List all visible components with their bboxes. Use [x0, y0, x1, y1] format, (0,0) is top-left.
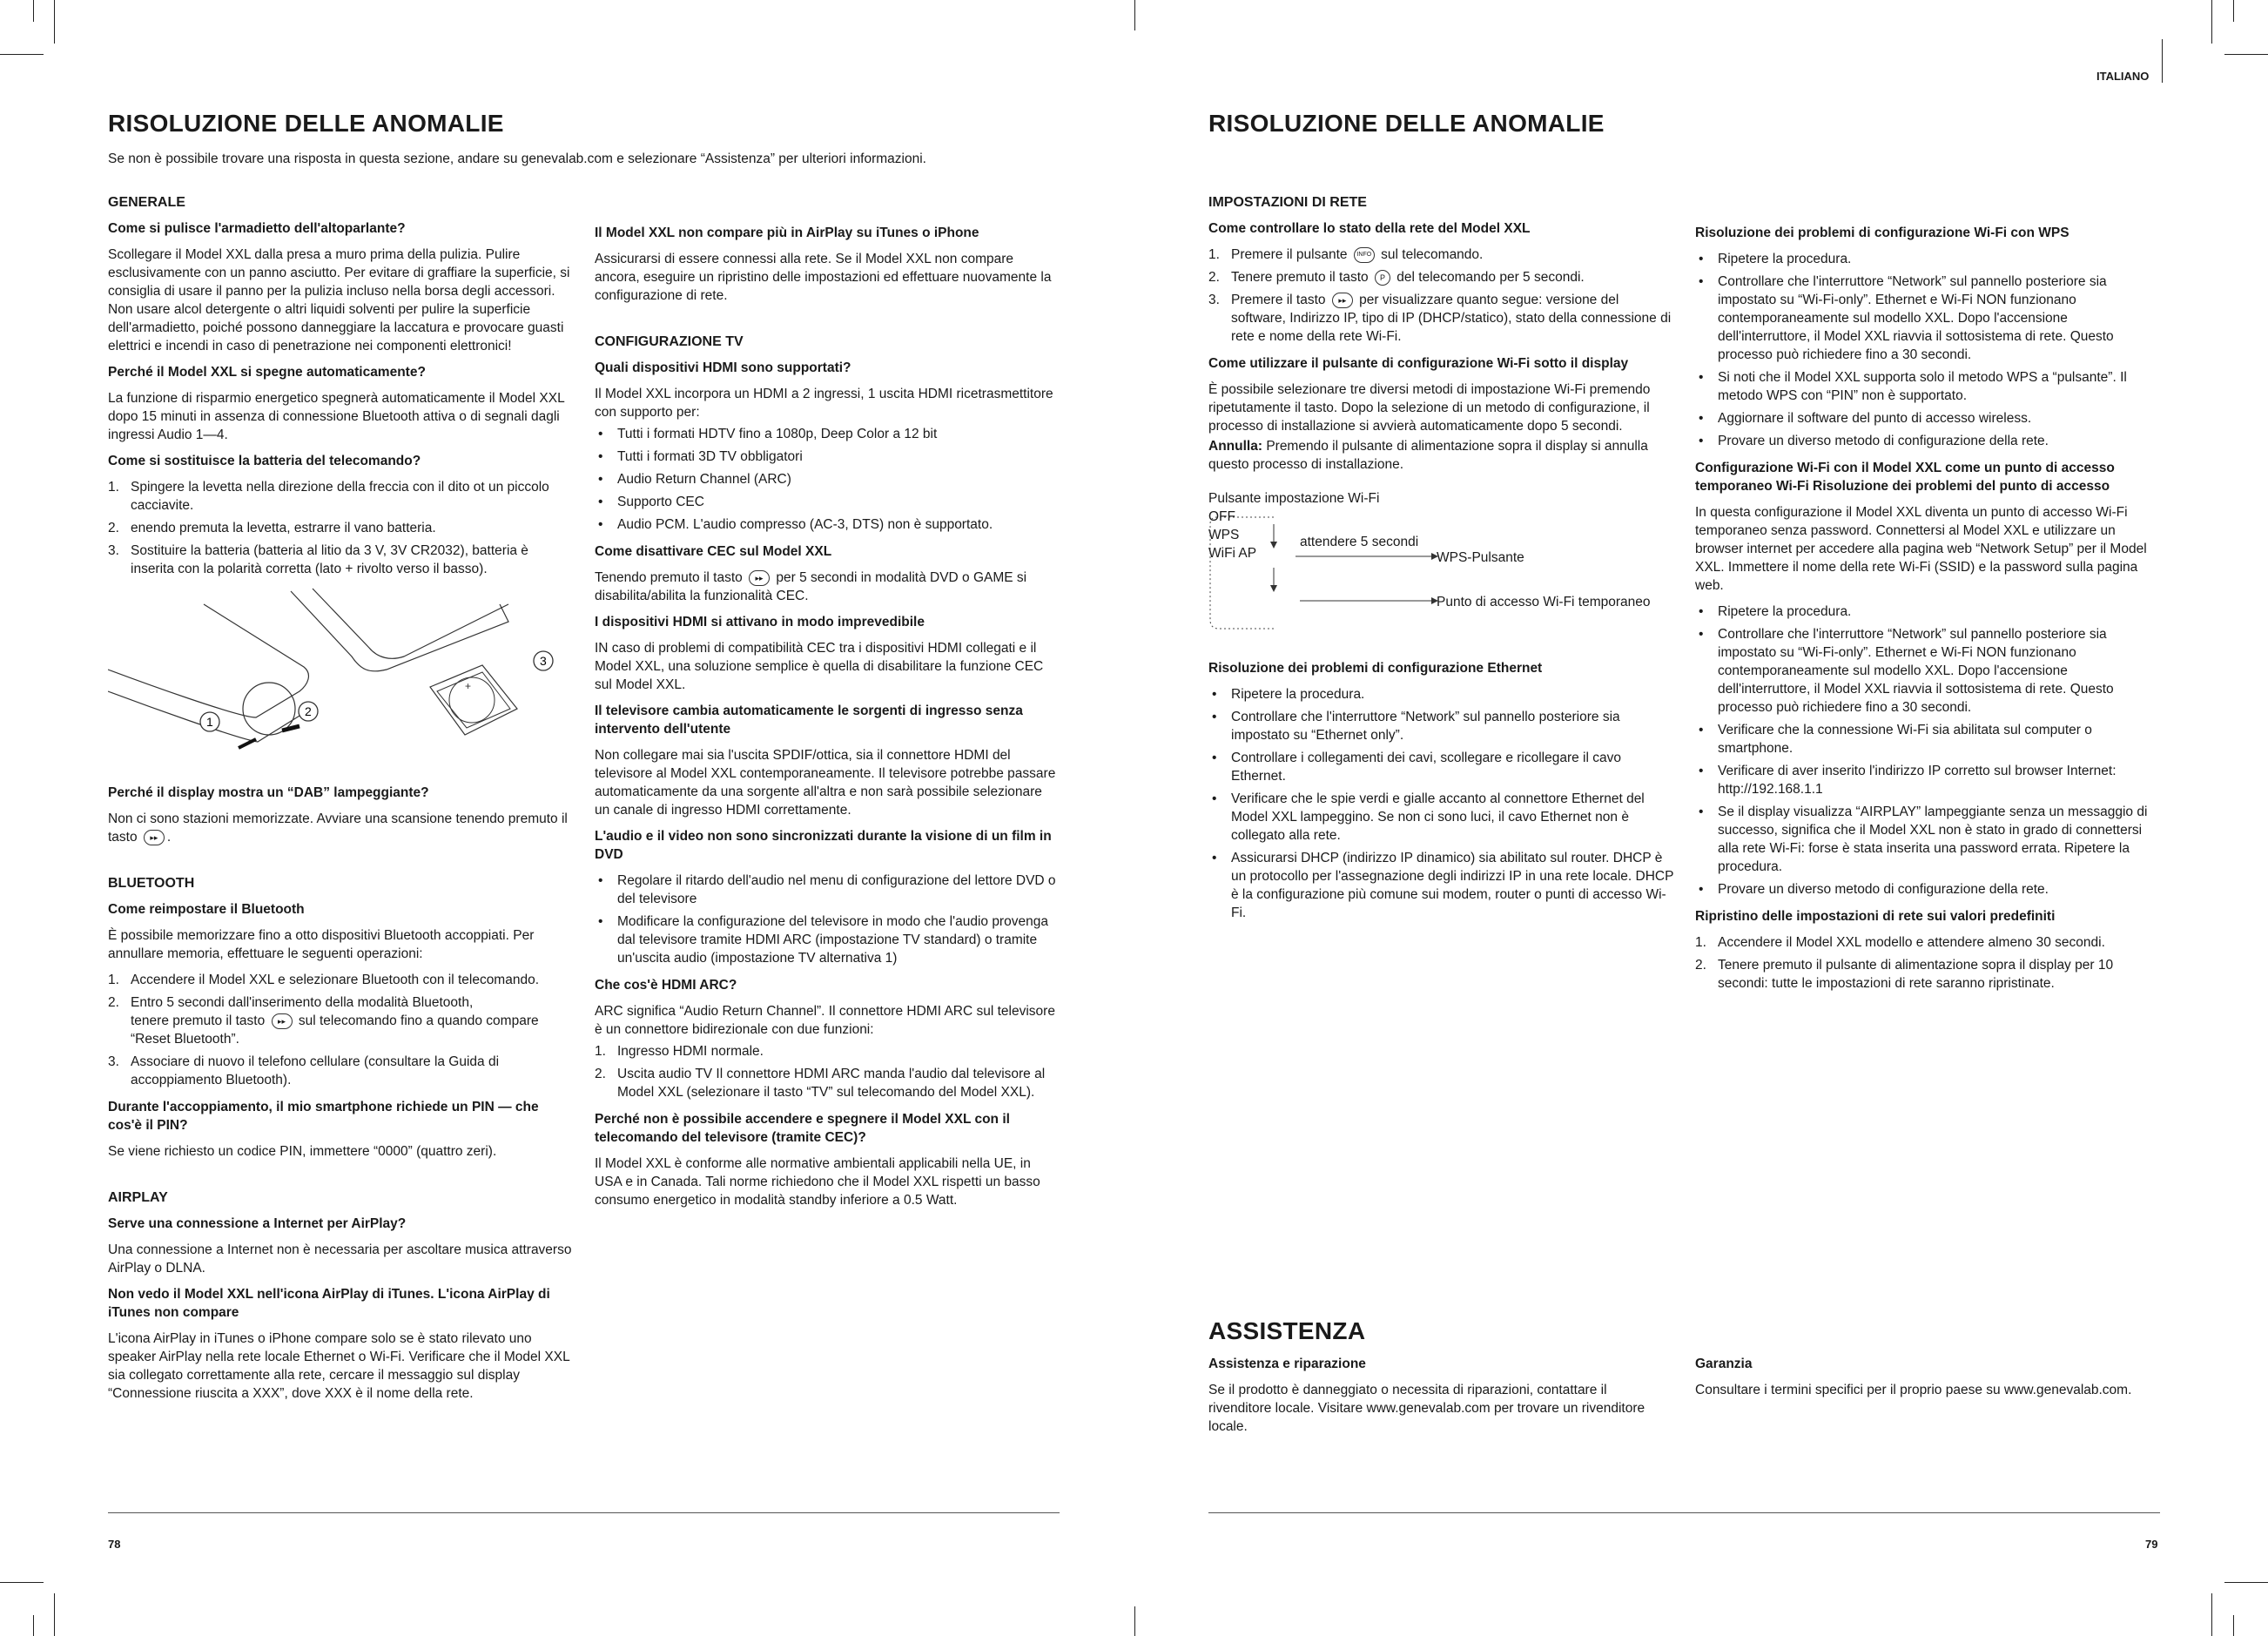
list-item: • Aggiornare il software del punto di accesso wireless. — [1695, 409, 2161, 428]
list-item: • Se il display visualizza “AIRPLAY” lampeggiante senza un messaggio di successo, significa che il Model XXL non è stato in grado di connettersi alla rete Wi-Fi: forse è stata inserita una password errata. Ripetere la procedura. — [1695, 803, 2161, 876]
question: Perché il Model XXL si spegne automaticamente? — [108, 365, 426, 380]
column-4 — [1695, 224, 2161, 1001]
list-item: 2. Tenere premuto il tasto P del telecomando per 5 secondi. — [1208, 270, 1585, 285]
question: Risoluzione dei problemi di configurazione Ethernet — [1208, 661, 1543, 676]
list-item: 2. Uscita audio TV Il connettore HDMI ARC manda l'audio dal televisore al Model XXL (selezionare il tasto “TV” sul telecomando del Model XXL). — [595, 1067, 1046, 1100]
crop-mark — [54, 1593, 55, 1636]
list-item: 2. enendo premuta la levetta, estrarre il vano batteria. — [108, 521, 436, 535]
question: Come controllare lo stato della rete del Model XXL — [1208, 221, 1531, 236]
list-item: • Verificare che le spie verdi e gialle accanto al connettore Ethernet del Model XXL lampeggino. Se non ci sono luci, il cavo Ethernet non è collegato alla rete. — [1208, 790, 1674, 845]
answer: Una connessione a Internet non è necessaria per ascoltare musica attraverso AirPlay o DLNA. — [108, 1242, 572, 1276]
list-item: 3. Associare di nuovo il telefono cellulare (consultare la Guida di accoppiamento Bluetooth). — [108, 1054, 500, 1087]
answer: Consultare i termini specifici per il proprio paese su www.genevalab.com. — [1695, 1383, 2132, 1397]
list-item: • Supporto CEC — [595, 493, 1058, 511]
question: Durante l'accoppiamento, il mio smartphone richiede un PIN — che cos'è il PIN? — [108, 1100, 539, 1133]
list-item: • Audio Return Channel (ARC) — [595, 470, 1058, 488]
svg-text:+: + — [465, 680, 472, 692]
list-item: 1. Spingere la levetta nella direzione della freccia con il dito ot un piccolo cacciavite. — [108, 480, 549, 513]
list-item: • Ripetere la procedura. — [1695, 250, 2161, 268]
arc-functions — [595, 1042, 1058, 1101]
answer: L'icona AirPlay in iTunes o iPhone compare solo se è stato rilevato uno speaker AirPlay nella rete locale Ethernet o Wi-Fi. Verificare che il Model XXL sia collegato correttamente alla rete, cercare il messaggio sul display “Connessione riuscita a XXX”, dove XXX è il nome della rete. — [108, 1331, 570, 1401]
answer: La funzione di risparmio energetico spegnerà automaticamente il Model XXL dopo 15 minuti in assenza di connessione Bluetooth attiva o di segnali dagli ingressi Audio 1—4. — [108, 391, 565, 442]
play-pause-icon: ▸▸ — [749, 570, 770, 586]
list-item: • Tutti i formati HDTV fino a 1080p, Deep Color a 12 bit — [595, 425, 1058, 443]
answer: È possibile memorizzare fino a otto dispositivi Bluetooth accoppiati. Per annullare memoria, effettuare le seguenti operazioni: — [108, 928, 535, 961]
ap-output: Punto di accesso Wi-Fi temporaneo — [1437, 595, 1651, 609]
state-wps: WPS — [1208, 528, 1240, 542]
question: Che cos'è HDMI ARC? — [595, 978, 737, 993]
crop-mark — [0, 1582, 44, 1583]
list-item: • Modificare la configurazione del televisore in modo che l'audio provenga dal televisore tramite HDMI ARC (impostazione TV standard) o tramite un'uscita audio (impostazione TV alternativa 1) — [595, 912, 1058, 967]
section-generale: GENERALE — [108, 195, 185, 210]
question: Assistenza e riparazione — [1208, 1357, 1366, 1371]
answer: In questa configurazione il Model XXL diventa un punto di accesso Wi-Fi temporaneo senza password. Connettersi al Model XXL e utilizzare un browser internet per accedere alla pagina web “Network Setup” per il Model XXL. Immettere il nome della rete Wi-Fi (SSID) e la password sulla pagina web. — [1695, 505, 2147, 593]
crop-mark — [2211, 0, 2212, 44]
state-wifi-ap: WiFi AP — [1208, 546, 1257, 561]
question: L'audio e il video non sono sincronizzati durante la visione di un film in DVD — [595, 829, 1052, 862]
list-item: • Tutti i formati 3D TV obbligatori — [595, 448, 1058, 466]
list-item: • Assicurarsi DHCP (indirizzo IP dinamico) sia abilitato sul router. DHCP è un protocollo per l'assegnazione degli indirizzi IP in una rete locale. DHCP è la configurazione più comune sui modem, router o punti di accesso Wi-Fi. — [1208, 849, 1674, 922]
list-item: 1. Accendere il Model XXL e selezionare Bluetooth con il telecomando. — [108, 973, 540, 987]
list-item: 1. Ingresso HDMI normale. — [595, 1044, 764, 1059]
intro-text: Se non è possibile trovare una risposta in questa sezione, andare su genevalab.com e selezionare “Assistenza” per ulteriori informazioni. — [108, 151, 926, 166]
hdmi-features — [595, 425, 1058, 534]
question: Come si sostituisce la batteria del telecomando? — [108, 454, 421, 468]
footer-rule — [1208, 1512, 2160, 1513]
figure-label: 2 — [305, 704, 312, 718]
footer-rule — [108, 1512, 1060, 1513]
answer: Non collegare mai sia l'uscita SPDIF/ottica, sia il connettore HDMI del televisore al Model XXL contemporaneamente. Il televisore potrebbe passare automaticamente da una sorgente all'altra e non sarà possibile selezionare un canale di ingresso HDMI correttamente. — [595, 748, 1056, 818]
reset-steps — [1695, 933, 2161, 993]
list-item: • Controllare che l'interruttore “Network” sul pannello posteriore sia impostato su “Wi-Fi-only”. Ethernet e Wi-Fi NON funzionano contemporaneamente sul modello XXL. Dopo l'accensione dell'interruttore, il Model XXL riavvia il sottosistema di rete. Questo processo può richiedere fino a 30 secondi. — [1695, 273, 2161, 364]
answer: ARC significa “Audio Return Channel”. Il connettore HDMI ARC sul televisore è un connettore bidirezionale con due funzioni: — [595, 1004, 1055, 1037]
list-item: • Provare un diverso metodo di configurazione della rete. — [1695, 880, 2161, 899]
list-item: 2. Entro 5 secondi dall'inserimento della modalità Bluetooth, tenere premuto il tasto ▸▸ sul telecomando fino a quando compare “Reset Bluetooth”. — [108, 995, 539, 1047]
question: Come utilizzare il pulsante di configurazione Wi-Fi sotto il display — [1208, 356, 1629, 371]
crop-mark — [2233, 1615, 2234, 1636]
answer: Annulla: Premendo il pulsante di alimentazione sopra il display si annulla questo processo di installazione. — [1208, 439, 1648, 472]
wait-label: attendere 5 secondi — [1300, 535, 1419, 549]
question: Ripristino delle impostazioni di rete sui valori predefiniti — [1695, 909, 2056, 924]
answer: Il Model XXL è conforme alle normative ambientali applicabili nella UE, in USA e in Canada. Tali norme richiedono che il Model XXL rispetti un basso consumo energetico in modalità standby inferiore a 0.5 Watt. — [595, 1156, 1040, 1208]
column-3 — [1208, 193, 1674, 931]
crop-mark — [33, 0, 34, 22]
page-title-right: RISOLUZIONE DELLE ANOMALIE — [1208, 110, 1605, 137]
av-sync-tips — [595, 872, 1058, 967]
section-airplay: AIRPLAY — [108, 1190, 168, 1205]
section-bluetooth: BLUETOOTH — [108, 876, 195, 891]
list-item: • Provare un diverso metodo di configurazione della rete. — [1695, 432, 2161, 450]
list-item: • Controllare che l'interruttore “Network” sul pannello posteriore sia impostato su “Ethernet only”. — [1208, 708, 1674, 744]
list-item: 1. Accendere il Model XXL modello e attendere almeno 30 secondi. — [1695, 935, 2105, 950]
question: Come si pulisce l'armadietto dell'altoparlante? — [108, 221, 406, 236]
remote-battery-figure — [108, 587, 574, 770]
answer: Se il prodotto è danneggiato o necessita di riparazioni, contattare il rivenditore locale. Visitare www.genevalab.com per trovare un rivenditore locale. — [1208, 1383, 1645, 1434]
column-2 — [595, 224, 1058, 1217]
list-item: • Si noti che il Model XXL supporta solo il metodo WPS a “pulsante”. Il metodo WPS con “PIN” non è supportato. — [1695, 368, 2161, 405]
wifi-button-diagram — [1208, 489, 1674, 642]
list-item: • Ripetere la procedura. — [1208, 685, 1674, 704]
ethernet-tips — [1208, 685, 1674, 922]
crop-mark — [0, 54, 44, 55]
section-impostazioni-rete: IMPOSTAZIONI DI RETE — [1208, 195, 1367, 210]
question: Come disattivare CEC sul Model XXL — [595, 544, 832, 559]
page-number-left: 78 — [108, 1538, 121, 1551]
language-tag: ITALIANO — [2096, 70, 2150, 83]
answer: IN caso di problemi di compatibilità CEC tra i dispositivi HDMI collegati e il Model XXL, una soluzione semplice è quella di disabilitare la funzione CEC sul Model XXL. — [595, 641, 1044, 692]
question: Il televisore cambia automaticamente le sorgenti di ingresso senza intervento dell'utente — [595, 704, 1023, 737]
wps-output: WPS-Pulsante — [1437, 550, 1524, 565]
crop-mark — [2233, 0, 2234, 22]
crop-mark — [54, 0, 55, 44]
assistenza-repair — [1208, 1355, 1652, 1444]
section-configurazione-tv: CONFIGURAZIONE TV — [595, 334, 744, 349]
state-off: OFF — [1208, 509, 1235, 524]
crop-mark — [2224, 1582, 2268, 1583]
answer: Assicurarsi di essere connessi alla rete. Se il Model XXL non compare ancora, eseguire un ripristino delle impostazioni ed effettuare nuovamente la configurazione di rete. — [595, 252, 1052, 303]
question: Perché non è possibile accendere e spegnere il Model XXL con il telecomando del televisore (tramite CEC)? — [595, 1112, 1010, 1145]
assistenza-warranty — [1695, 1355, 2139, 1407]
diagram-title: Pulsante impostazione Wi-Fi — [1208, 491, 1380, 506]
wps-tips — [1695, 250, 2161, 450]
question: Garanzia — [1695, 1357, 1753, 1371]
play-pause-icon: ▸▸ — [272, 1013, 293, 1029]
assistenza-title: ASSISTENZA — [1208, 1317, 1366, 1344]
list-item: • Ripetere la procedura. — [1695, 603, 2161, 621]
list-item: • Regolare il ritardo dell'audio nel menu di configurazione del lettore DVD o del televisore — [595, 872, 1058, 908]
question: Come reimpostare il Bluetooth — [108, 902, 305, 917]
crop-mark — [1134, 1606, 1135, 1636]
remote-illustration — [108, 587, 574, 770]
question: Perché il display mostra un “DAB” lampeggiante? — [108, 785, 429, 800]
info-button-icon: INFO — [1354, 247, 1375, 263]
preset-button-icon: P — [1375, 270, 1390, 286]
page-number-right: 79 — [2145, 1538, 2158, 1551]
figure-label: 1 — [206, 715, 213, 729]
question: Configurazione Wi-Fi con il Model XXL come un punto di accesso temporaneo Wi-Fi Risoluzione dei problemi del punto di accesso — [1695, 461, 2115, 494]
question: Il Model XXL non compare più in AirPlay su iTunes o iPhone — [595, 226, 979, 240]
network-status-steps — [1208, 246, 1674, 346]
question: I dispositivi HDMI si attivano in modo imprevedibile — [595, 615, 925, 629]
answer: È possibile selezionare tre diversi metodi di impostazione Wi-Fi premendo ripetutamente il tasto. Dopo la selezione di un metodo di configurazione, il processo di installazione si avvierà automaticamente dopo 5 secondi. — [1208, 382, 1651, 434]
crop-mark — [2211, 1593, 2212, 1636]
lang-rule — [2162, 39, 2163, 83]
play-pause-icon: ▸▸ — [1332, 293, 1353, 308]
bluetooth-steps — [108, 971, 574, 1089]
access-point-tips — [1695, 603, 2161, 899]
battery-steps — [108, 478, 574, 578]
question: Quali dispositivi HDMI sono supportati? — [595, 360, 851, 375]
list-item: 3. Sostituire la batteria (batteria al litio da 3 V, 3V CR2032), batteria è inserita con la polarità corretta (lato + rivolto verso il basso). — [108, 543, 528, 576]
list-item: • Verificare che la connessione Wi-Fi sia abilitata sul computer o smartphone. — [1695, 721, 2161, 757]
list-item: • Verificare di aver inserito l'indirizzo IP corretto sul browser Internet: http://192.168.1.1 — [1695, 762, 2161, 798]
answer: Scollegare il Model XXL dalla presa a muro prima della pulizia. Pulire esclusivamente con un panno asciutto. Per evitare di graffiare la superficie, si consiglia di usare il panno per la pulizia incluso nella borsa degli accessori. Non usare alcol detergente o altri liquidi solventi per pulire la superficie dell'armadietto, poiché possono danneggiare la laccatura e provocare guasti elettrici e incendi in caso di penetrazione nei componenti elettronici! — [108, 247, 570, 353]
answer: Il Model XXL incorpora un HDMI a 2 ingressi, 1 uscita HDMI ricetrasmettitore con supporto per: — [595, 387, 1053, 420]
page-title-left: RISOLUZIONE DELLE ANOMALIE — [108, 110, 504, 137]
question: Non vedo il Model XXL nell'icona AirPlay di iTunes. L'icona AirPlay di iTunes non compare — [108, 1287, 550, 1320]
play-pause-icon: ▸▸ — [144, 830, 165, 845]
list-item: • Controllare i collegamenti dei cavi, scollegare e ricollegare il cavo Ethernet. — [1208, 749, 1674, 785]
answer: Se viene richiesto un codice PIN, immettere “0000” (quattro zeri). — [108, 1144, 497, 1159]
list-item: • Controllare che l'interruttore “Network” sul pannello posteriore sia impostato su “Wi-Fi-only”. Ethernet e Wi-Fi NON funzionano contemporaneamente sul modello XXL. Dopo l'accensione dell'interruttore, il Model XXL riavvia il sottosistema di rete. Questo processo può richiedere fino a 30 secondi. — [1695, 625, 2161, 717]
list-item: 1. Premere il pulsante INFO sul telecomando. — [1208, 247, 1484, 262]
crop-mark — [33, 1615, 34, 1636]
column-1 — [108, 193, 574, 1410]
list-item: 3. Premere il tasto ▸▸ per visualizzare quanto segue: versione del software, Indirizzo IP, tipo di IP (DHCP/statico), stato della connessione di rete e nome della rete Wi-Fi. — [1208, 293, 1672, 344]
answer: Non ci sono stazioni memorizzate. Avviare una scansione tenendo premuto il tasto ▸▸ . — [108, 811, 568, 845]
answer: Tenendo premuto il tasto ▸▸ per 5 secondi in modalità DVD o GAME si disabilita/abilita la funzionalità CEC. — [595, 570, 1027, 603]
question: Risoluzione dei problemi di configurazione Wi-Fi con WPS — [1695, 226, 2069, 240]
question: Serve una connessione a Internet per AirPlay? — [108, 1216, 407, 1231]
crop-mark — [2224, 54, 2268, 55]
crop-mark — [1134, 0, 1135, 30]
figure-label: 3 — [540, 654, 547, 668]
list-item: • Audio PCM. L'audio compresso (AC-3, DTS) non è supportato. — [595, 515, 1058, 534]
list-item: 2. Tenere premuto il pulsante di alimentazione sopra il display per 10 secondi: tutte le impostazioni di rete saranno ripristinate. — [1695, 958, 2114, 991]
